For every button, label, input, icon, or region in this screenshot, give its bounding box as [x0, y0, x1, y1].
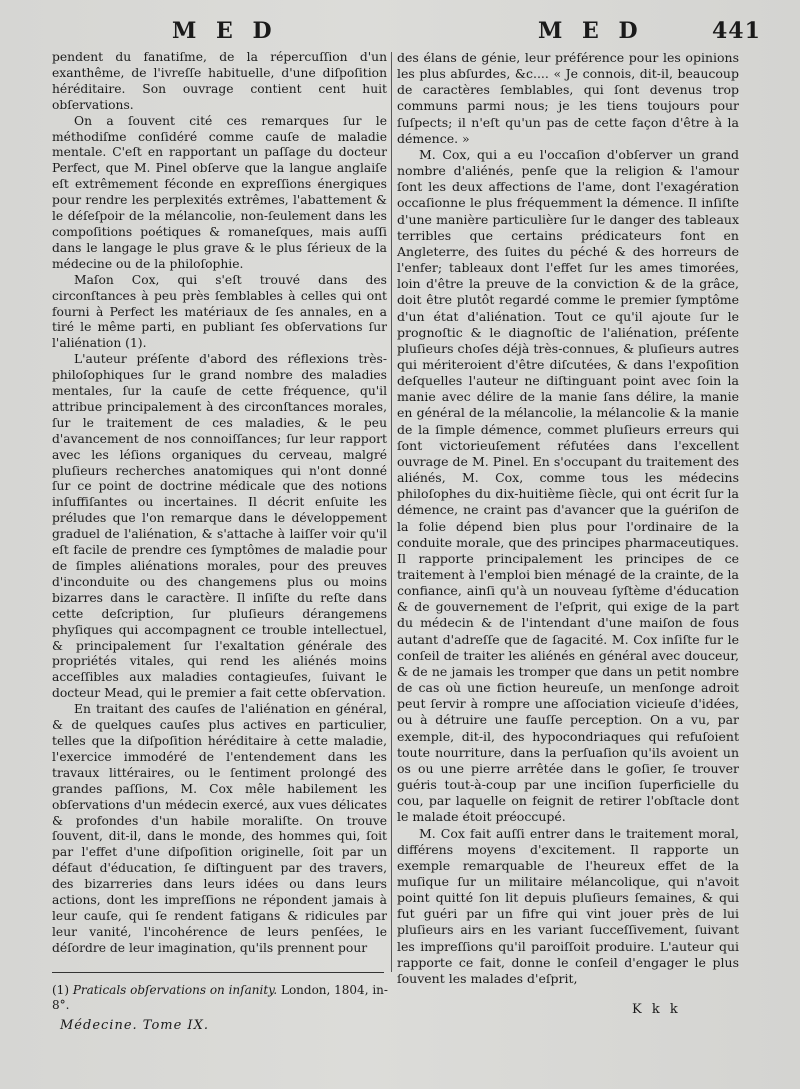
- paragraph: pendent du fanatiſme, de la répercuſſion d'un exanthême, de l'ivreſſe habituelle, d'une diſpoſition héréditaire. Son ouvrage contient cent huit obſervations.: [52, 50, 387, 112]
- page-number: 441: [712, 18, 761, 44]
- paragraph: M. Cox fait auſſi entrer dans le traitement moral, différens moyens d'excitement. Il rapporte un exemple remarquable de l'heureux effet de la muſique ſur un militaire mélancolique, qui n'avoit point quitté ſon lit depuis pluſieurs ſemaines, & qui fut guéri par un fifre qui vint jouer près de lui pluſieurs airs en les variant ſucceſſivement, ſuivant les impreſſions qu'il paroiſſoit produire. L'auteur qui rapporte ce fait, donne le conſeil d'engager le plus ſouvent les malades d'eſprit,: [397, 825, 739, 986]
- left-column: [52, 50, 387, 957]
- running-header: [0, 18, 800, 46]
- paragraph: M. Cox, qui a eu l'occaſion d'obſerver un grand nombre d'aliénés, penſe que la religion & l'amour ſont les deux affections de l'ame, dont l'exagération occaſionne le plus fréquemment la démence. Il inſiſte d'une manière particulière ſur le danger des tableaux terribles que certains prédicateurs font en Angleterre, des ſuites du péché & des horreurs de l'enfer; tableaux dont l'effet ſur les ames timorées, loin d'être la preuve de la conviction & de la grâce, doit être plutôt regardé comme le premier ſymptôme d'un état d'aliénation. Tout ce qu'il ajoute ſur le prognoſtic & le diagnoſtic de l'aliénation, préſente pluſieurs choſes déjà très-connues, & pluſieurs autres qui mériteroient d'être diſcutées, & dans l'expoſition deſquelles l'auteur ne diſtinguant point avec ſoin la manie avec délire de la manie ſans délire, la manie en général de la mélancolie, la mélancolie & la manie de la ſimple démence, commet pluſieurs erreurs qui ſont victorieuſement réfutées dans l'excellent ouvrage de M. Pinel. En s'occupant du traitement des aliénés, M. Cox, comme tous les médecins philoſophes du dix-huitième ſiècle, qui ont écrit ſur la démence, ne craint pas d'avancer que la guériſon de la folie dépend bien plus pour l'ordinaire de la conduite morale, que des principes pharmaceutiques. Il rapporte principalement les principes de ce traitement à l'emploi bien ménagé de la crainte, de la confiance, ainſi qu'à un nouveau ſyſtème d'éducation & de gouvernement de l'eſprit, qui exige de la part du médecin & de l'intendant d'une maiſon de fous autant d'adreſſe que de ſagacité. M. Cox inſiſte fur le conſeil de traiter les aliénés en général avec douceur, & de ne jamais les tromper que dans un petit nombre de cas où une fiction heureuſe, un menſonge adroit peut ſervir à rompre une aſſociation vicieuſe d'idées, ou à détruire une fauſſe perception. On a vu, par exemple, dit-il, des hypocondriaques qui refuſoient toute nourriture, dans la perſuaſion qu'ils avoient un os ou une pierre arrêtée dans le goſier, ſe trouver guéris tout-à-coup par une inciſion ſuperficielle du cou, par laquelle on feignit de retirer l'obſtacle dont le malade étoit préoccupé.: [397, 146, 739, 825]
- right-column: [397, 50, 739, 987]
- footnote: [52, 983, 392, 1013]
- header-left-title: M E D: [172, 18, 278, 44]
- paragraph: des élans de génie, leur préférence pour les opinions les plus abſurdes, &c.... « Je connois, dit-il, beaucoup de caractères ſemblables, qui ſont devenus trop communs parmi nous; je les tiens toujours pour ſuſpects; il n'eſt qu'un pas de cette façon d'être à la démence. »: [397, 50, 739, 146]
- gathering-signature: K k k: [632, 1002, 681, 1017]
- volume-signature: Médecine. Tome IX.: [60, 1018, 209, 1033]
- footnote-details: London, 1804, in-8°.: [52, 983, 388, 1012]
- paragraph: Maſon Cox, qui s'eſt trouvé dans des circonſtances à peu près ſemblables à celles qui ont fourni à Perfect les matériaux de ſes annales, en a tiré le même parti, en publiant ſes obſervations ſur l'aliénation (1).: [52, 272, 387, 351]
- footnote-marker: (1): [52, 983, 73, 997]
- column-divider: [391, 52, 392, 972]
- paragraph: On a ſouvent cité ces remarques ſur le méthodiſme conſidéré comme cauſe de maladie mentale. C'eſt en rapportant un paſſage du docteur Perfect, que M. Pinel obſerve que la langue anglaiſe eſt extrêmement féconde en expreſſions énergiques pour rendre les perplexités extrêmes, l'abattement & le déſeſpoir de la mélancolie, non-ſeulement dans les compoſitions poétiques & romaneſques, mais auſſi dans le langage le plus grave & le plus ſérieux de la médecine ou de la philoſophie.: [52, 113, 387, 271]
- footnote-rule: [52, 972, 384, 973]
- paragraph: En traitant des cauſes de l'aliénation en général, & de quelques cauſes plus actives en particulier, telles que la diſpoſition héréditaire à cette maladie, l'exercice immodéré de l'entendement dans les travaux littéraires, ou le ſentiment prolongé des grandes paſſions, M. Cox mêle habilement les obſervations d'un médecin exercé, aux vues délicates & profondes d'un habile moraliſte. On trouve ſouvent, dit-il, dans le monde, des hommes qui, ſoit par l'effet d'une diſpoſition originelle, ſoit par un défaut d'éducation, ſe diſtinguent par des travers, des bizarreries dans leurs idées ou dans leurs actions, dont les impreſſions ne répondent jamais à leur cauſe, qui ſe rendent fatigans & ridicules par leur vanité, l'incohérence de leurs penſées, le déſordre de leur imagination, qu'ils prennent pour: [52, 702, 387, 955]
- paragraph: L'auteur préſente d'abord des réflexions très-philoſophiques ſur le grand nombre des maladies mentales, ſur la cauſe de cette fréquence, qu'il attribue principalement à des circonſtances morales, ſur le traitement de ces maladies, & le peu d'avancement de nos connoiſſances; ſur leur rapport avec les léſions organiques du cerveau, malgré pluſieurs recherches anatomiques qui n'ont donné ſur ce point de doctrine médicale que des notions inſuffiſantes ou incertaines. Il décrit enſuite les préludes que l'on remarque dans le développement graduel de l'aliénation, & s'attache à laiſſer voir qu'il eſt facile de prendre ces ſymptômes de maladie pour de ſimples aliénations morales, pour des preuves d'inconduite ou des changemens plus ou moins bizarres dans le caractère. Il inſiſte du reſte dans cette deſcription, ſur pluſieurs dérangemens phyſiques qui accompagnent ce trouble intellectuel, & principalement ſur l'exaltation générale des propriétés vitales, qui rend les aliénés moins acceſſibles aux maladies contagieuſes, ſuivant le docteur Mead, qui le premier a fait cette obſervation.: [52, 352, 387, 701]
- header-right-title: M E D: [538, 18, 644, 44]
- footnote-title: Praticals obſervations on inſanity.: [72, 983, 278, 997]
